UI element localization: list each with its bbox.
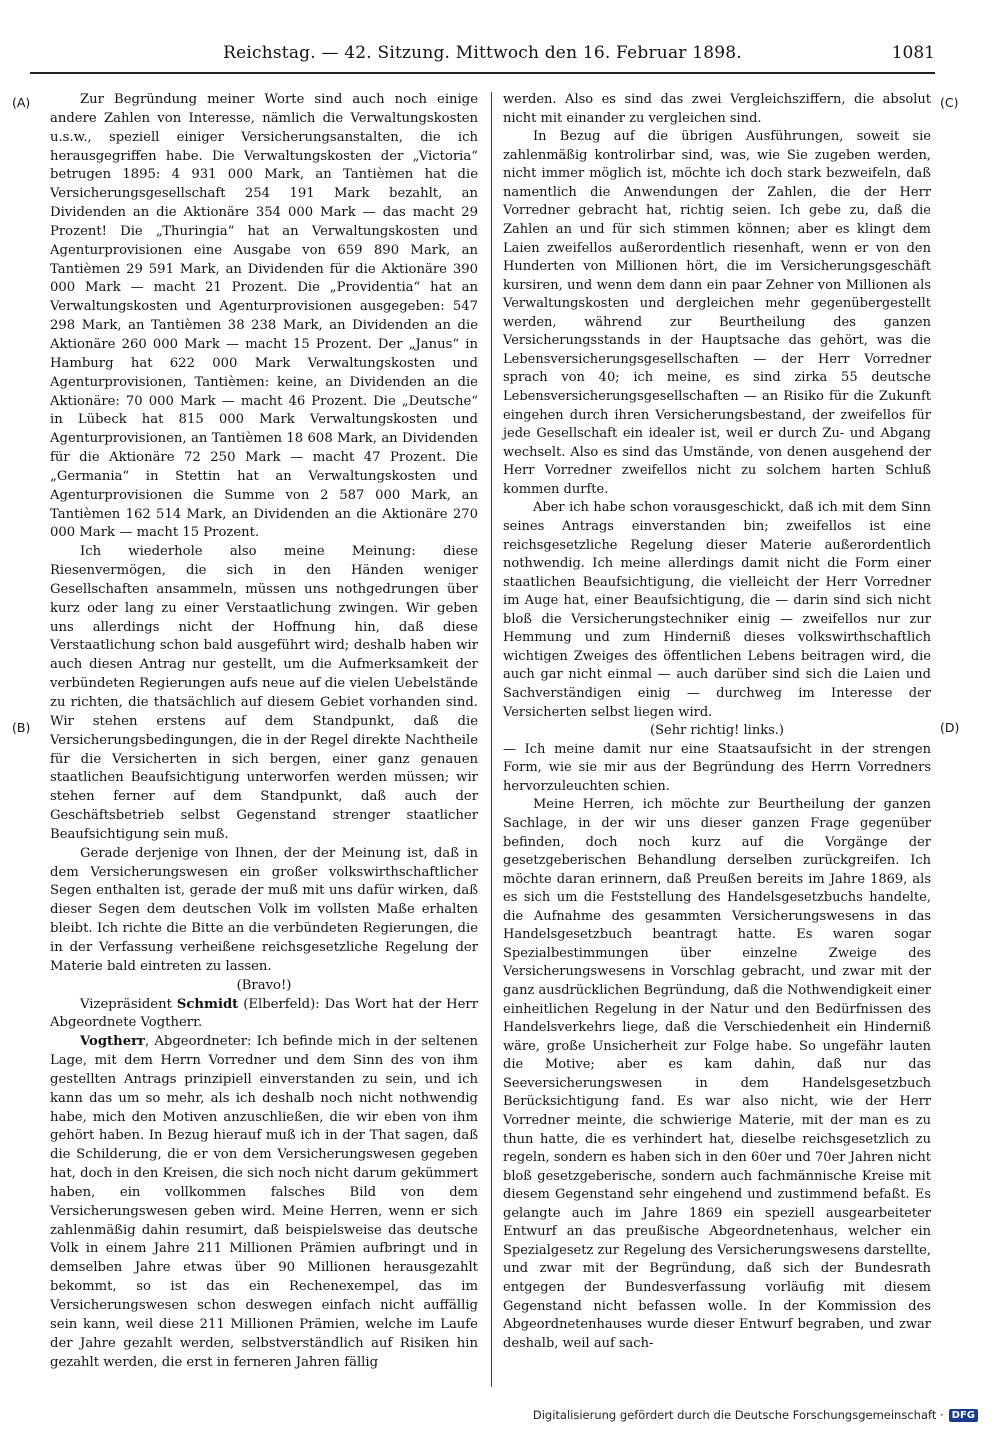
paragraph: werden. Also es sind das zwei Vergleichsziffern, die absolut nicht mit einander zu vergleichen sind.	[503, 92, 931, 126]
left-column	[50, 91, 478, 1372]
speaker-text: , Abgeordneter: Ich befinde mich in der seltenen Lage, mit dem Herrn Vorredner und dem Sinn des von ihm gestellten Antrags prinzipiell einverstanden zu sein, und ich kann das um so mehr, als ich deshalb noch nicht nothwendig habe, mich den Motiven anzuschließen, die wir eben von ihm gehört haben. In Bezug hierauf muß ich in der That sagen, daß die Schilderung, die er von dem Versicherungswesen gegeben hat, doch in den Kreisen, die sich noch nicht darum gekümmert haben, ein vollkommen falsches Bild von dem Versicherungswesen geben wird. Meine Herren, wenn er sich zahlenmäßig dahin resumirt, daß beispielsweise das deutsche Volk in einem Jahre 211 Millionen Prämien aufbringt und in demselben Jahre etwas über 90 Millionen herausgezahlt bekommt, so ist das ein Rechenexempel, das im Versicherungswesen schon deswegen einfach nicht auffällig sein kann, weil diese 211 Millionen Prämien, welche im Laufe der Jahre gezahlt werden, selbstverständlich auf Risiken hin gezahlt werden, die erst in ferneren Jahren fällig	[50, 1034, 478, 1370]
right-column	[503, 91, 931, 1353]
page-header	[30, 38, 935, 74]
paragraph: Meine Herren, ich möchte zur Beurtheilung der ganzen Sachlage, in der wir uns dieser ganzen Frage gegenüber befinden, doch noch kurz auf die Vorgänge der gesetzgeberischen Behandlung derselben zurückgreifen. Ich möchte daran erinnern, daß Preußen bereits im Jahre 1869, als es sich um die Feststellung des Handelsgesetzbuchs handelte, die Aufnahme des gesammten Versicherungswesens in das Handelsgesetzbuch beantragt hatte. Es waren sogar Spezialbestimmungen über einzelne Zweige des Versicherungswesens in Vorschlag gebracht, und zwar mit der ganz ausdrücklichen Begründung, daß die Nothwendigkeit einer einheitlichen Regelung in der Natur und den Bedürfnissen des Handelsverkehrs liege, daß die Verschiedenheit ein Hinderniß wäre, große Unsicherheit zur Folge habe. So ungefähr lauten die Motive; aber es kam dahin, daß nur das Seeversicherungswesen in dem Handelsgesetzbuch Berücksichtigung fand. Es war also nicht, wie der Herr Vorredner meinte, die schwierige Materie, mit der man es zu thun hatte, die es verhindert hat, dieselbe reichsgesetzlich zu regeln, sondern es haben sich in den 60er und 70er Jahren nicht bloß gesetzgeberische, sondern auch fachmännische Kreise mit diesem Gegenstand sehr eingehend und zustimmend befaßt. Es gelangte auch im Jahre 1869 ein speziell ausgearbeiteter Entwurf an das preußische Abgeordnetenhaus, welcher ein Spezialgesetz zur Regelung des Versicherungswesens darstellte, und zwar mit der Begründung, daß sich der Bundesrath entgegen der Bundesverfassung vorläufig mit diesem Gegenstand nicht befassen wolle. In der Kommission des Abgeordnetenhauses wurde dieser Entwurf begraben, und zwar deshalb, weil auf sach-	[503, 797, 931, 1351]
footer-credit	[533, 1408, 978, 1422]
paragraph: — Ich meine damit nur eine Staatsaufsicht in der strengen Form, wie sie mir aus der Begründung des Herrn Vorredners hervorzuleuchten schien.	[503, 741, 931, 794]
speaker-name: Vogtherr	[80, 1034, 146, 1050]
paragraph: In Bezug auf die übrigen Ausführungen, soweit sie zahlenmäßig kontrolirbar sind, was, wie Sie zugeben werden, nicht immer möglich ist, möchte ich doch stark bezweifeln, daß namentlich die Anwendungen der Zahlen, die der Herr Vorredner gebracht hat, richtig seien. Ich gebe zu, daß die Zahlen an und für sich stimmen können; aber es klingt dem Laien zweifellos außerordentlich riesenhaft, wenn er von den Hunderten von Millionen hört, die im Versicherungsgeschäft kursiren, und wenn dem dann ein paar Zehner von Millionen als Verwaltungskosten und dergleichen mehr gegenübergestellt werden, während zur Beurtheilung des ganzen Versicherungsstands in der Hauptsache das gehört, was die Lebensversicherungsgesellschaften — der Herr Vorredner sprach von 40; ich meine, es sind zirka 55 deutsche Lebensversicherungsgesellschaften — an Risiko für die Zukunft eingehen durch ihren Versicherungsbestand, der zweifellos für jede Gesellschaft ein idealer ist, weil er durch Zu- und Abgang wechselt. Also es sind das Umstände, von denen ausgehend der Herr Vorredner zweifellos nicht zu solchem harten Schluß kommen durfte.	[503, 129, 931, 497]
speaker-role: Vizepräsident	[80, 996, 177, 1012]
dfg-logo: DFG	[949, 1409, 978, 1422]
running-title: Reichstag. — 42. Sitzung. Mittwoch den 16. Februar 1898.	[223, 43, 742, 63]
paragraph: Zur Begründung meiner Worte sind auch noch einige andere Zahlen von Interesse, nämlich die Verwaltungskosten u.s.w., speziell einiger Versicherungsanstalten, die ich herausgegriffen habe. Die Verwaltungskosten der „Victoria“ betrugen 1895: 4 931 000 Mark, an Tantièmen hat die Versicherungsgesellschaft 254 191 Mark bezahlt, an Dividenden an die Aktionäre 354 000 Mark — das macht 29 Prozent! Die „Thuringia“ hat an Verwaltungskosten und Agenturprovisionen eine Ausgabe von 659 890 Mark, an Tantièmen 29 591 Mark, an Dividenden für die Aktionäre 390 000 Mark — macht 21 Prozent. Die „Providentia“ hat an Verwaltungskosten und Agenturprovisionen ausgegeben: 547 298 Mark, an Tantièmen 38 238 Mark, an Dividenden an die Aktionäre 260 000 Mark — macht 15 Prozent. Der „Janus“ in Hamburg hat 622 000 Mark Verwaltungskosten und Agenturprovisionen, Tantièmen: keine, an Dividenden an die Aktionäre: 70 000 Mark — macht 46 Prozent. Die „Deutsche“ in Lübeck hat 815 000 Mark Verwaltungskosten und Agenturprovisionen, an Tantièmen 18 608 Mark, an Dividenden für die Aktionäre 72 250 Mark — macht 47 Prozent. Die „Germania“ in Stettin hat an Verwaltungskosten und Agenturprovisionen die Summe von 2 587 000 Mark, an Tantièmen 162 514 Mark, an Dividenden an die Aktionäre 270 000 Mark — macht 15 Prozent.	[50, 92, 478, 541]
interjection: (Sehr richtig! links.)	[650, 723, 784, 739]
paragraph: Gerade derjenige von Ihnen, der der Meinung ist, daß in dem Versicherungswesen ein großer volkswirthschaftlicher Segen enthalten ist, gerade der muß mit uns dafür wirken, daß dieser Segen dem deutschen Volk im vollsten Maße erhalten bleibt. Ich richte die Bitte an die verbündeten Regierungen, die in der Verfassung verheißene reichsgesetzliche Regelung der Materie bald eintreten zu lassen.	[50, 845, 478, 974]
footer-text: Digitalisierung gefördert durch die Deutsche Forschungsgemeinschaft ·	[532, 1408, 944, 1422]
speaker-name: Schmidt	[176, 996, 239, 1012]
paragraph: Ich wiederhole also meine Meinung: diese Riesenvermögen, die sich in den Händen weniger Gesellschaften ansammeln, müssen uns nothgedrungen über kurz oder lang zu einer Verstaatlichung zwingen. Wir geben uns allerdings nicht der Hoffnung hin, daß diese Verstaatlichung schon bald ausgeführt wird; deshalb haben wir auch diesen Antrag nur gestellt, um die Aufmerksamkeit der verbündeten Regierungen aufs neue auf die vielen Uebelstände zu richten, die thatsächlich auf diesem Gebiet vorhanden sind. Wir stehen erstens auf dem Standpunkt, daß die Versicherungsbedingungen, die in der Regel direkte Nachtheile für die Versicherten in sich bergen, einer ganz genauen staatlichen Beaufsichtigung unterworfen werden müssen; wir stehen ferner auf dem Standpunkt, daß auch der Geschäftsbetrieb selbst Gegenstand strenger staatlicher Beaufsichtigung sein muß.	[50, 544, 478, 842]
speaker-paragraph	[50, 1033, 478, 1372]
margin-marker-b: (B)	[12, 720, 31, 735]
page-number: 1081	[891, 43, 935, 63]
interjection: (Bravo!)	[236, 977, 292, 993]
speaker-paragraph	[50, 996, 478, 1034]
paragraph: Aber ich habe schon vorausgeschickt, daß ich mit dem Sinn seines Antrags einverstanden bin; zweifellos ist eine reichsgesetzliche Regelung dieser Materie außerordentlich nothwendig. Ich meine allerdings damit nicht die Form einer staatlichen Beaufsichtigung, die vielleicht der Herr Vorredner im Auge hat, einer Beaufsichtigung, die — darin sind sich nicht bloß die Versicherungstechniker einig — zweifellos nur zur Hemmung und zum Hinderniß dieses volkswirthschaftlich wichtigen Zweiges des öffentlichen Lebens beitragen wird, die auch gar nicht einmal — auch darüber sind sich die Laien und Sachverständigen einig — durchweg im Interesse der Versicherten selbst liegen wird.	[503, 500, 931, 720]
speaker-text: (Elberfeld): Das Wort hat der Herr Abgeordnete Vogtherr.	[50, 996, 478, 1031]
margin-marker-c: (C)	[940, 95, 959, 110]
margin-marker-a: (A)	[12, 95, 31, 110]
column-divider	[491, 92, 492, 1387]
margin-marker-d: (D)	[940, 720, 960, 735]
